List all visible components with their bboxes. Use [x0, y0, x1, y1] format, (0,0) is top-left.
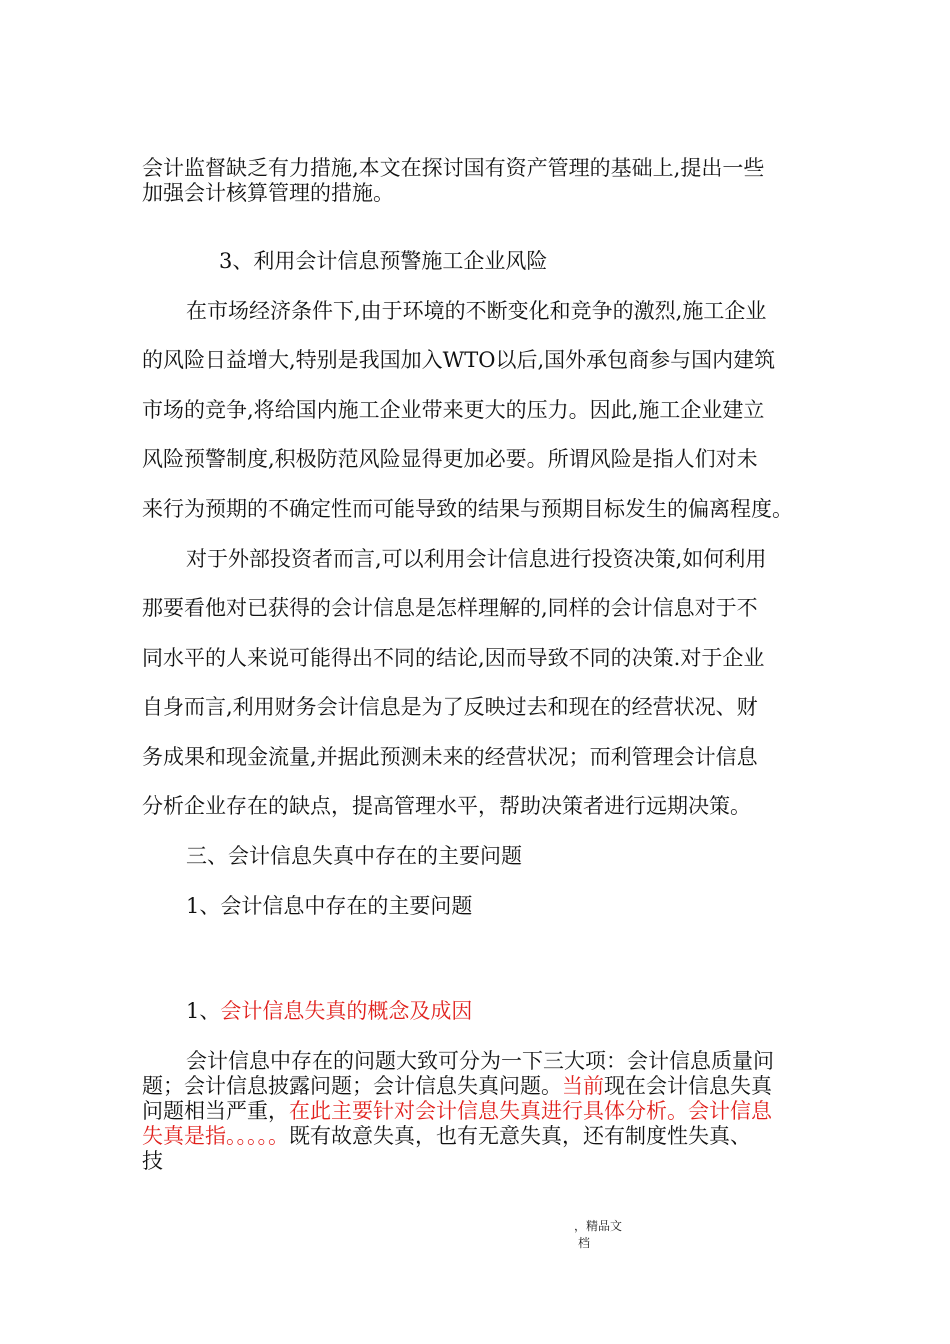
closing-text: 既有故意失真，也有无意失真，还有制度性失真、 [289, 1124, 751, 1148]
paragraph-line: 来行为预期的不确定性而可能导致的结果与预期目标发生的偏离程度。 [142, 497, 793, 521]
subheading-red [186, 998, 472, 1024]
closing-text: 题；会计信息披露问题；会计信息失真问题。 [142, 1074, 562, 1098]
highlighted-text: 在此主要针对会计信息失真进行具体分析。会计信息 [289, 1099, 772, 1123]
highlighted-text: 失真是指。。。。。 [142, 1124, 289, 1148]
paragraph-line: 那要看他对已获得的会计信息是怎样理解的,同样的会计信息对于不 [142, 596, 758, 620]
subheading-title: 会计信息失真的概念及成因 [220, 999, 473, 1023]
paragraph-line: 务成果和现金流量,并据此预测未来的经营状况；而利管理会计信息 [142, 745, 758, 769]
intro-line-1: 会计监督缺乏有力措施,本文在探讨国有资产管理的基础上,提出一些 [142, 156, 765, 180]
closing-line-2 [142, 1073, 772, 1099]
closing-text: 问题相当严重， [142, 1099, 289, 1123]
paragraph-line: 市场的竞争,将给国内施工企业带来更大的压力。因此,施工企业建立 [142, 398, 765, 422]
paragraph-line: 在市场经济条件下,由于环境的不断变化和竞争的激烈,施工企业 [186, 299, 767, 323]
paragraph-line: 的风险日益增大,特别是我国加入WTO以后,国外承包商参与国内建筑 [142, 348, 776, 372]
closing-line-1: 会计信息中存在的问题大致可分为一下三大项：会计信息质量问 [186, 1049, 774, 1073]
paragraph-line: 自身而言,利用财务会计信息是为了反映过去和现在的经营状况、财 [142, 695, 758, 719]
closing-text: 现在会计信息失真 [604, 1074, 772, 1098]
intro-line-2: 加强会计核算管理的措施。 [142, 181, 394, 205]
subheading: 1、会计信息中存在的主要问题 [186, 894, 473, 918]
closing-line-4 [142, 1123, 751, 1149]
closing-line-5: 技 [142, 1149, 163, 1173]
paragraph-line: 对于外部投资者而言,可以利用会计信息进行投资决策,如何利用 [186, 547, 767, 571]
closing-line-3 [142, 1098, 772, 1124]
part-heading: 三、会计信息失真中存在的主要问题 [186, 844, 522, 868]
section-heading: 3、利用会计信息预警施工企业风险 [219, 249, 548, 273]
paragraph-line: 分析企业存在的缺点，提高管理水平，帮助决策者进行远期决策。 [142, 794, 751, 818]
highlighted-text: 当前 [562, 1074, 604, 1098]
footer-line-1: ，精品文 [574, 1219, 623, 1233]
footer-line-2: 档 [578, 1236, 591, 1250]
paragraph-line: 同水平的人来说可能得出不同的结论,因而导致不同的决策.对于企业 [142, 646, 765, 670]
subheading-number: 1、 [186, 999, 221, 1023]
paragraph-line: 风险预警制度,积极防范风险显得更加必要。所谓风险是指人们对未 [142, 447, 758, 471]
